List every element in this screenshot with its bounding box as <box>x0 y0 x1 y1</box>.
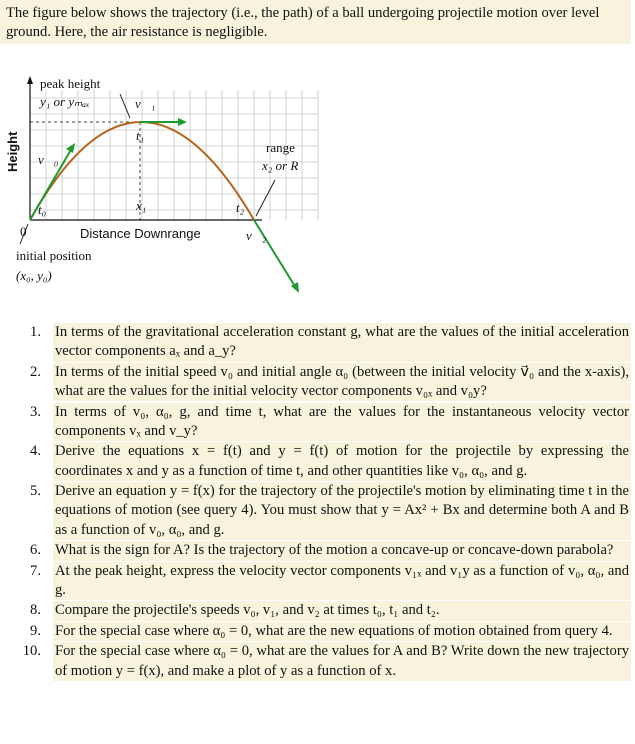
question-item: 10. For the special case where α₀ = 0, what are the values for A and B? Write down the new trajectory of motion y = f(x), and make a plot of y as a function of x. <box>0 642 635 681</box>
t0-label: t₀ <box>38 202 47 217</box>
peak-height-label: peak height <box>40 76 101 91</box>
y-axis-arrow <box>27 76 33 84</box>
v0-label: v⃗₀ <box>38 152 59 167</box>
t2-label: t₂ <box>236 200 245 215</box>
intro-paragraph: The figure below shows the trajectory (i.e., the path) of a ball undergoing projectile motion over level ground. Here, the air resistance is negligible. <box>0 0 631 44</box>
range-pointer <box>256 180 275 216</box>
trajectory-figure <box>0 60 330 300</box>
trajectory-diagram <box>0 60 330 300</box>
t1-top-label: t₁ <box>136 128 145 143</box>
question-item: 3. In terms of v₀, α₀, g, and time t, what are the values for the instantaneous velocity vector components vₓ and v_y? <box>0 403 635 442</box>
v1-vector <box>140 118 187 126</box>
question-list <box>0 323 635 681</box>
distance-axis-label: Distance Downrange <box>80 226 201 241</box>
range-vars-label: x₂ or R <box>262 158 299 173</box>
question-item: 2. In terms of the initial speed v₀ and initial angle α₀ (between the initial velocity v⃗₀ and the x-axis), what are the values for the initial velocity vector components v₀ₓ and v₀y? <box>0 363 635 402</box>
v2-label: v⃗₂ <box>246 228 267 243</box>
height-axis-label: Height <box>5 131 20 172</box>
question-item: 4. Derive the equations x = f(t) and y = f(t) of motion for the projectile by expressing the coordinates x and y as a function of time t, and other quantities like v₀, α₀, and g. <box>0 442 635 481</box>
v1-label: v⃗₁ <box>135 96 156 111</box>
origin-label: 0 <box>20 224 27 239</box>
grid <box>30 90 318 220</box>
x1-label: x₁ <box>136 198 147 213</box>
question-item: 6. What is the sign for A? Is the trajectory of the motion a concave-up or concave-down parabola? <box>0 541 635 560</box>
question-item: 5. Derive an equation y = f(x) for the trajectory of the projectile's motion by eliminating time t in the equations of motion (see query 4). You must show that y = Ax² + Bx and determine both A and B as a function of v₀, α₀, and g. <box>0 482 635 540</box>
initial-coords-label: (x₀, y₀) <box>16 268 52 283</box>
question-item: 8. Compare the projectile's speeds v₀, v₁, and v₂ at times t₀, t₁ and t₂. <box>0 601 635 620</box>
question-item: 7. At the peak height, express the velocity vector components v₁ₓ and v₁y as a function of v₀, α₀, and g. <box>0 562 635 601</box>
range-label: range <box>266 140 295 155</box>
question-item: 1. In terms of the gravitational acceleration constant g, what are the values of the initial acceleration vector components aₓ and a_y? <box>0 323 635 362</box>
question-item: 9. For the special case where α₀ = 0, what are the new equations of motion obtained from query 4. <box>0 622 635 641</box>
peak-vars-label: y₁ or yₘₐₓ <box>40 94 90 109</box>
initial-position-label: initial position <box>16 248 92 263</box>
